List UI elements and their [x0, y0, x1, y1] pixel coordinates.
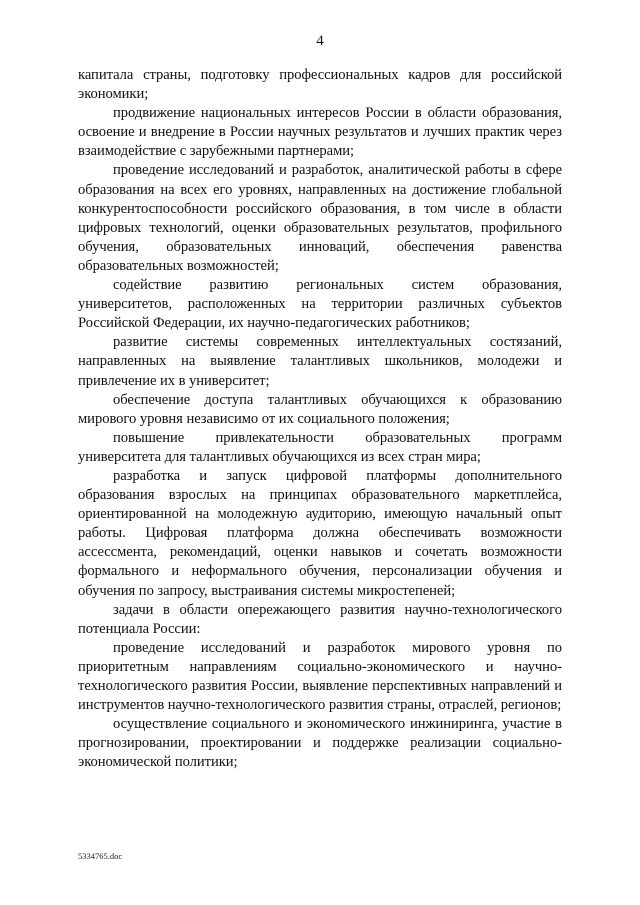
paragraph: капитала страны, подготовку профессиональных кадров для российской экономики;: [78, 67, 562, 103]
paragraph: обеспечение доступа талантливых обучающихся к образованию мирового уровня независимо от их социального положения;: [78, 391, 562, 427]
document-id: 5334765.doc: [78, 851, 123, 861]
paragraph: осуществление социального и экономического инжиниринга, участие в прогнозировании, проектировании и поддержке реализации социально-экономической политики;: [78, 716, 562, 771]
paragraph: развитие системы современных интеллектуальных состязаний, направленных на выявление талантливых школьников, молодежи и привлечение их в университет;: [78, 334, 562, 389]
body-text: [78, 66, 562, 772]
paragraph: проведение исследований и разработок, аналитической работы в сфере образования на всех его уровнях, направленных на достижение глобальной конкурентоспособности российского образования, в том числе в области цифровых технологий, оценки образовательных результатов, профильного обучения, образовательных инноваций, обеспечения равенства образовательных возможностей;: [78, 162, 562, 274]
paragraph: задачи в области опережающего развития научно-технологического потенциала России:: [78, 601, 562, 637]
paragraph: содействие развитию региональных систем образования, университетов, расположенных на территории различных субъектов Российской Федерации, их научно-педагогических работников;: [78, 277, 562, 332]
paragraph: повышение привлекательности образовательных программ университета для талантливых обучающихся из всех стран мира;: [78, 429, 562, 465]
paragraph: проведение исследований и разработок мирового уровня по приоритетным направлениям социально-экономического и научно-технологического развития России, выявление перспективных направлений и инструментов научно-технологического развития страны, отраслей, регионов;: [78, 639, 562, 714]
page-number: 4: [316, 33, 324, 49]
paragraph: продвижение национальных интересов России в области образования, освоение и внедрение в России научных результатов и лучших практик через взаимодействие с зарубежными партнерами;: [78, 105, 562, 160]
paragraph: разработка и запуск цифровой платформы дополнительного образования взрослых на принципах образовательного маркетплейса, ориентированной на молодежную аудиторию, имеющую начальный опыт работы. Цифровая платформа должна обеспечивать возможности ассессмента, рекомендаций, оценки навыков и сочетать возможности формального и неформального обучения, персонализации обучения и обучения по запросу, выстраивания системы микростепеней;: [78, 467, 562, 599]
